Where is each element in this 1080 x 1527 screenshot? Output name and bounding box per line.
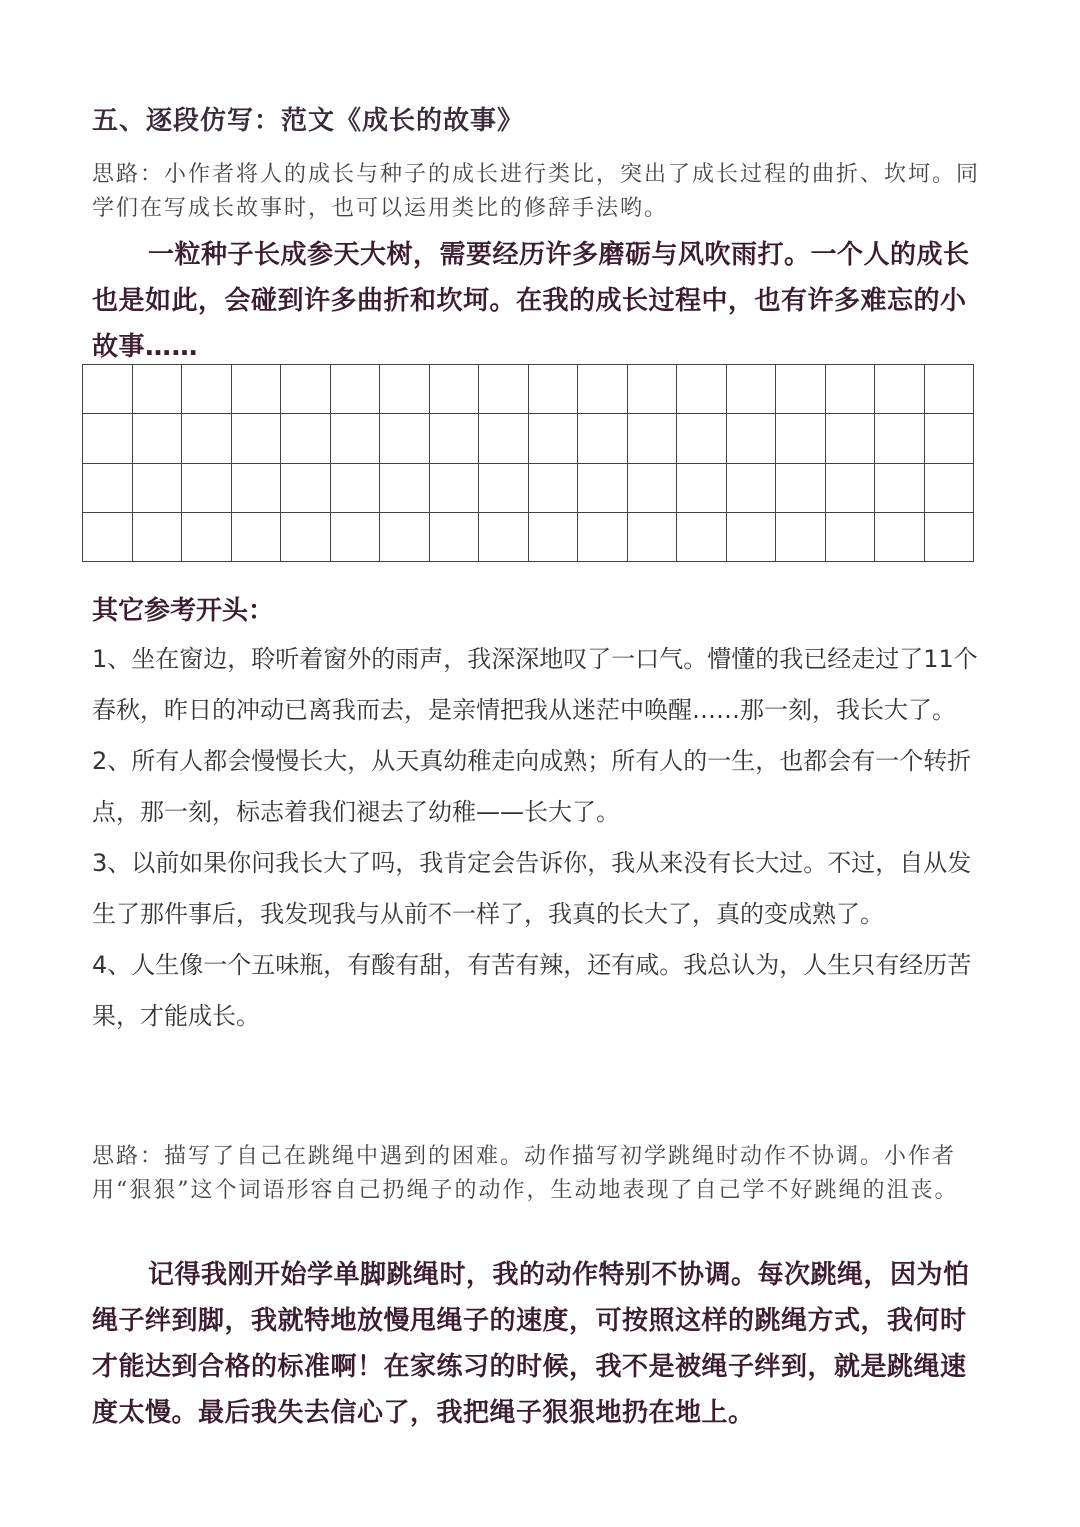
grid-cell[interactable]: [727, 513, 777, 562]
grid-cell[interactable]: [281, 464, 331, 513]
grid-cell[interactable]: [628, 365, 678, 414]
reference-item-2: 2、所有人都会慢慢长大，从天真幼稚走向成熟；所有人的一生，也都会有一个转折点，那一刻，标志着我们褪去了幼稚——长大了。: [92, 747, 972, 826]
grid-cell[interactable]: [232, 414, 282, 463]
grid-cell[interactable]: [776, 513, 826, 562]
thought-note-1: 思路：小作者将人的成长与种子的成长进行类比，突出了成长过程的曲折、坎坷。同学们在写成长故事时，也可以运用类比的修辞手法哟。: [92, 162, 981, 221]
grid-cell[interactable]: [83, 365, 133, 414]
grid-cell[interactable]: [182, 513, 232, 562]
thought-note-2: 思路：描写了自己在跳绳中遇到的困难。动作描写初学跳绳时动作不协调。小作者用“狠狠”这个词语形容自己扔绳子的动作，生动地表现了自己学不好跳绳的沮丧。: [92, 1144, 959, 1203]
grid-cell[interactable]: [826, 464, 876, 513]
grid-cell[interactable]: [677, 464, 727, 513]
grid-cell[interactable]: [479, 414, 529, 463]
grid-cell[interactable]: [578, 513, 628, 562]
grid-cell[interactable]: [628, 414, 678, 463]
grid-cell[interactable]: [380, 414, 430, 463]
grid-cell[interactable]: [578, 464, 628, 513]
grid-cell[interactable]: [875, 365, 925, 414]
grid-cell[interactable]: [776, 464, 826, 513]
grid-cell[interactable]: [925, 365, 975, 414]
grid-cell[interactable]: [776, 365, 826, 414]
reference-item-1: 1、坐在窗边，聆听着窗外的雨声，我深深地叹了一口气。懵懂的我已经走过了11个春秋，昨日的冲动已离我而去，是亲情把我从迷茫中唤醒……那一刻，我长大了。: [92, 645, 978, 724]
grid-cell[interactable]: [875, 414, 925, 463]
grid-cell[interactable]: [380, 365, 430, 414]
grid-cell[interactable]: [182, 464, 232, 513]
section-title: 五、逐段仿写：范文《成长的故事》: [92, 106, 525, 136]
grid-cell[interactable]: [133, 464, 183, 513]
grid-cell[interactable]: [529, 513, 579, 562]
grid-cell[interactable]: [925, 464, 975, 513]
grid-cell[interactable]: [479, 365, 529, 414]
grid-cell[interactable]: [776, 414, 826, 463]
model-paragraph-1: 一粒种子长成参天大树，需要经历许多磨砺与风吹雨打。一个人的成长也是如此，会碰到许多曲折和坎坷。在我的成长过程中，也有许多难忘的小故事……: [92, 240, 970, 362]
reference-heading: 其它参考开头：: [92, 596, 275, 626]
grid-cell[interactable]: [430, 414, 480, 463]
grid-cell[interactable]: [182, 365, 232, 414]
grid-cell[interactable]: [281, 365, 331, 414]
grid-cell[interactable]: [677, 513, 727, 562]
grid-cell[interactable]: [677, 365, 727, 414]
grid-cell[interactable]: [331, 464, 381, 513]
grid-cell[interactable]: [578, 365, 628, 414]
grid-cell[interactable]: [826, 414, 876, 463]
grid-cell[interactable]: [380, 464, 430, 513]
grid-cell[interactable]: [578, 414, 628, 463]
reference-item-3: 3、以前如果你问我长大了吗，我肯定会告诉你，我从来没有长大过。不过，自从发生了那件事后，我发现我与从前不一样了，我真的长大了，真的变成熟了。: [92, 849, 972, 928]
grid-cell[interactable]: [281, 414, 331, 463]
grid-cell[interactable]: [826, 513, 876, 562]
grid-cell[interactable]: [281, 513, 331, 562]
reference-list: [92, 634, 992, 1042]
grid-cell[interactable]: [331, 513, 381, 562]
grid-cell[interactable]: [430, 513, 480, 562]
reference-item-4: 4、人生像一个五味瓶，有酸有甜，有苦有辣，还有咸。我总认为，人生只有经历苦果，才能成长。: [92, 951, 972, 1030]
grid-cell[interactable]: [529, 464, 579, 513]
grid-cell[interactable]: [83, 513, 133, 562]
grid-cell[interactable]: [727, 365, 777, 414]
grid-cell[interactable]: [479, 513, 529, 562]
grid-cell[interactable]: [430, 365, 480, 414]
grid-cell[interactable]: [875, 513, 925, 562]
grid-cell[interactable]: [380, 513, 430, 562]
grid-cell[interactable]: [83, 464, 133, 513]
grid-cell[interactable]: [925, 513, 975, 562]
grid-cell[interactable]: [133, 365, 183, 414]
grid-cell[interactable]: [529, 365, 579, 414]
grid-cell[interactable]: [232, 513, 282, 562]
grid-cell[interactable]: [628, 464, 678, 513]
grid-cell[interactable]: [133, 513, 183, 562]
grid-cell[interactable]: [182, 414, 232, 463]
grid-cell[interactable]: [331, 414, 381, 463]
grid-cell[interactable]: [875, 464, 925, 513]
grid-cell[interactable]: [529, 414, 579, 463]
grid-cell[interactable]: [727, 464, 777, 513]
grid-cell[interactable]: [83, 414, 133, 463]
grid-cell[interactable]: [826, 365, 876, 414]
grid-cell[interactable]: [727, 414, 777, 463]
writing-grid: [82, 364, 974, 562]
grid-cell[interactable]: [628, 513, 678, 562]
grid-cell[interactable]: [331, 365, 381, 414]
grid-cell[interactable]: [677, 414, 727, 463]
grid-cell[interactable]: [232, 365, 282, 414]
grid-cell[interactable]: [133, 414, 183, 463]
grid-cell[interactable]: [925, 414, 975, 463]
grid-cell[interactable]: [479, 464, 529, 513]
grid-cell[interactable]: [430, 464, 480, 513]
model-paragraph-2: 记得我刚开始学单脚跳绳时，我的动作特别不协调。每次跳绳，因为怕绳子绊到脚，我就特地放慢甩绳子的速度，可按照这样的跳绳方式，我何时才能达到合格的标准啊！在家练习的时候，我不是被绳子绊到，就是跳绳速度太慢。最后我失去信心了，我把绳子狠狠地扔在地上。: [92, 1260, 970, 1428]
grid-cell[interactable]: [232, 464, 282, 513]
